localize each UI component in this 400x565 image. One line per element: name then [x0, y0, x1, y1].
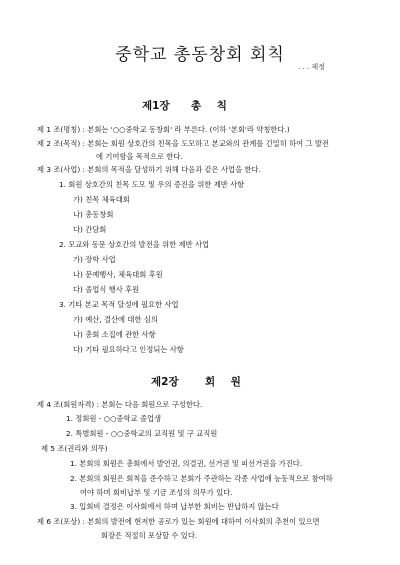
article-3-item-1b: 나) 총동창회 [73, 210, 114, 219]
article-4: 제 4 조(회원자격) : 본회는 다음 회원으로 구성한다. [37, 400, 203, 409]
article-3-item-1: 1. 회원 상호간의 친목 도모 및 우의 증진을 위한 제반 사항 [59, 180, 245, 189]
article-2: 제 2 조(목적) : 본회는 회원 상호간의 친목을 도모하고 본교와의 관계를 긴밀히 하여 그 발전 [37, 139, 329, 148]
article-1: 제 1 조(명칭) : 본회는 '○○중학교 동창회' 라 부른다. (이하 '본회'라 약칭한다.) [37, 125, 290, 134]
article-3-item-3: 3. 기타 본교 목적 달성에 필요한 사업 [59, 300, 179, 309]
article-4-item-2: 2. 특별회원 - ○○중학교의 교직원 및 구 교직원 [66, 429, 218, 438]
article-6: 제 6 조(포상) : 본회의 발전에 현저한 공로가 있는 회원에 대하여 이사회의 추천이 있으면 [37, 517, 320, 526]
article-3: 제 3 조(사업) : 본회의 목적을 달성하기 위해 다음과 같은 사업을 한다. [37, 165, 261, 174]
article-5-item-1: 1. 본회의 회원은 총회에서 발언권, 의결권, 선거권 및 피선거권을 가진다. [70, 459, 303, 468]
chapter-2-title: 회 원 [205, 376, 241, 388]
article-3-item-2b: 나) 문예행사, 체육대회 후원 [73, 270, 163, 279]
article-5-item-2-continued: 여야 하며 회비납부 및 기금 조성의 의무가 있다. [80, 488, 233, 497]
chapter-1-number: 제1장 [142, 100, 170, 112]
chapter-1-title: 총 칙 [191, 100, 227, 112]
article-5-item-3: 3. 입회비 결정은 이사회에서 하며 납부한 회비는 반납하지 않는다 [70, 502, 279, 511]
article-4-item-1: 1. 정회원 - ○○중학교 졸업생 [66, 414, 162, 423]
article-5-item-2: 2. 본회의 회원은 회칙을 준수하고 본회가 주관하는 각종 사업에 능동적으로 참여하 [70, 474, 333, 483]
article-3-item-2: 2. 모교와 동문 상호간의 발전을 위한 제반 사업 [59, 240, 210, 249]
article-3-item-3a: 가) 예산, 결산에 대한 심의 [73, 315, 158, 324]
article-2-continued: 에 기여함을 목적으로 한다. [96, 152, 183, 161]
article-3-item-1c: 다) 간담회 [73, 225, 107, 234]
chapter-2-number: 제2장 [151, 376, 179, 388]
article-3-item-2a: 가) 장학 사업 [73, 255, 116, 264]
enactment-date: . . . 제정 [298, 63, 325, 71]
document-title: 중학교 총동창회 회칙 [115, 45, 285, 65]
article-3-item-2c: 다) 졸업식 행사 후원 [73, 285, 140, 294]
article-3-item-3b: 나) 총회 소집에 관한 사항 [73, 330, 156, 339]
article-3-item-1a: 가) 친목 체육대회 [73, 195, 130, 204]
article-5: 제 5 조(권리와 의무) [41, 444, 108, 453]
article-3-item-3c: 다) 기타 필요하다고 인정되는 사항 [73, 345, 184, 354]
article-6-continued: 회장은 적절히 포상할 수 있다. [101, 531, 198, 540]
